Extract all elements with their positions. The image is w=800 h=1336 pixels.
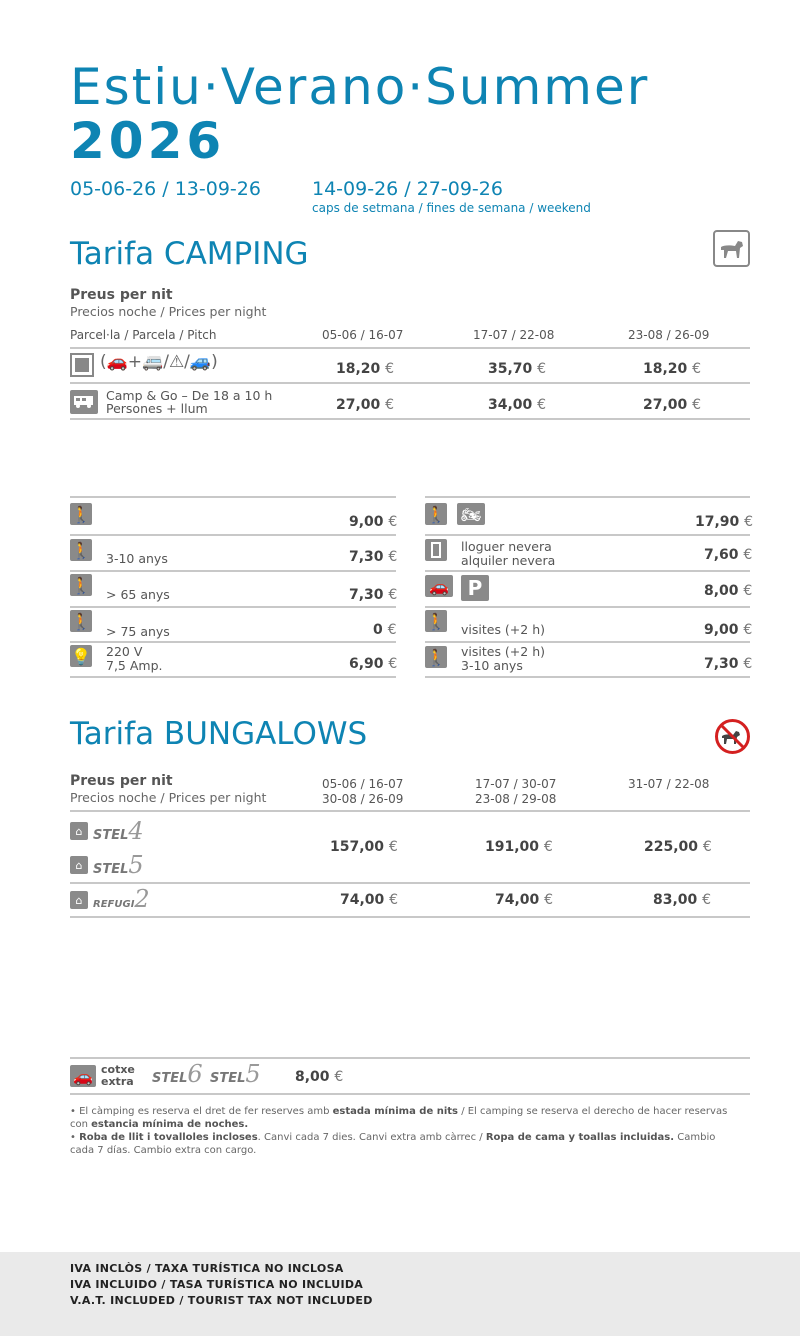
senior65-label: > 65 anys xyxy=(106,587,170,602)
camping-col-3: 23-08 / 26-09 xyxy=(628,328,710,342)
fridge-label2: alquiler nevera xyxy=(461,553,556,568)
fridge-icon xyxy=(425,539,447,561)
child-visitor-label2: 3-10 anys xyxy=(461,658,523,673)
note-linen: • Roba de llit i tovalloles incloses. Canvi cada 7 dies. Canvi extra amb càrrec / Ropa de cama y toallas incluidas. Cambio cada 7 días. Cambio extra con cargo. xyxy=(70,1132,716,1156)
campervan-icon xyxy=(70,390,98,414)
pitch-price-1: 18,20 € xyxy=(336,361,395,377)
stel-price-1: 157,00 € xyxy=(330,839,398,855)
campgo-price-3: 27,00 € xyxy=(643,397,702,413)
child-visitor-icon: 🚶 xyxy=(426,647,446,667)
extra-car-icon: 🚗 xyxy=(70,1065,96,1087)
adult-price: 9,00 € xyxy=(349,514,398,530)
car-icon: 🚗 xyxy=(425,575,453,597)
no-dogs-icon xyxy=(714,718,751,755)
senior75-label: > 75 anys xyxy=(106,624,170,639)
motorbike-icon: 🏍 xyxy=(457,503,485,525)
stel4-logo: STEL4 xyxy=(93,817,144,845)
bungalows-col-3a: 31-07 / 22-08 xyxy=(628,777,710,791)
season-period: 05-06-26 / 13-09-26 xyxy=(70,178,261,200)
camping-title: Tarifa CAMPING xyxy=(70,236,309,272)
refugi-price-2: 74,00 € xyxy=(495,892,554,908)
child-price: 7,30 € xyxy=(349,549,398,565)
electricity-label2: 7,5 Amp. xyxy=(106,658,163,673)
electricity-label: 220 V xyxy=(106,644,143,659)
house-icon: ⌂ xyxy=(70,822,88,840)
child-icon: 🚶 xyxy=(71,540,91,560)
footer xyxy=(0,1252,800,1336)
note-min-stay: • El càmping es reserva el dret de fer reserves amb estada mínima de nits / El camping se reserva el derecho de hacer reservas con estancia mínima de noches. xyxy=(70,1106,728,1130)
year: 2026 xyxy=(70,112,226,170)
extra-car-price: 8,00 € xyxy=(295,1069,344,1085)
adult-icon: 🚶 xyxy=(71,504,91,524)
campgo-label: Camp & Go – De 18 a 10 h xyxy=(106,388,273,403)
motorbike-price: 17,90 € xyxy=(695,514,754,530)
pitch-icon xyxy=(70,353,94,377)
fridge-label: lloguer nevera xyxy=(461,539,552,554)
stel-price-3: 225,00 € xyxy=(644,839,712,855)
vehicles-icon: (🚗+🚐/⚠/🚙) xyxy=(100,352,218,372)
stel5-logo: STEL5 xyxy=(93,851,144,879)
refugi-logo: REFUGI2 xyxy=(93,885,150,913)
senior65-price: 7,30 € xyxy=(349,587,398,603)
page-title: Estiu·Verano·Summer xyxy=(70,58,650,116)
electricity-price: 6,90 € xyxy=(349,656,398,672)
visitor-price: 9,00 € xyxy=(704,622,753,638)
fridge-price: 7,60 € xyxy=(704,547,753,563)
bungalows-title: Tarifa BUNGALOWS xyxy=(70,716,368,752)
parking-icon: P xyxy=(461,575,489,601)
visitor-label: visites (+2 h) xyxy=(461,622,546,637)
pitch-header: Parcel·la / Parcela / Pitch xyxy=(70,328,217,342)
camping-preus: Preus per nit xyxy=(70,287,173,303)
hiker-icon: 🚶 xyxy=(426,504,446,524)
house-icon: ⌂ xyxy=(70,856,88,874)
bungalows-col-1a: 05-06 / 16-07 xyxy=(322,777,404,791)
campgo-price-1: 27,00 € xyxy=(336,397,395,413)
pitch-price-2: 35,70 € xyxy=(488,361,547,377)
child-visitor-label: visites (+2 h) xyxy=(461,644,546,659)
senior65-icon: 🚶 xyxy=(71,575,91,595)
house-icon: ⌂ xyxy=(70,891,88,909)
visitor-icon: 🚶 xyxy=(426,611,446,631)
bungalows-col-2a: 17-07 / 30-07 xyxy=(475,777,557,791)
footer-line-en: V.A.T. INCLUDED / TOURIST TAX NOT INCLUDED xyxy=(70,1294,373,1307)
bungalows-preus: Preus per nit xyxy=(70,773,173,789)
electricity-icon: 💡 xyxy=(71,646,91,666)
weekend-note: caps de setmana / fines de semana / weekend xyxy=(312,201,591,215)
camping-col-2: 17-07 / 22-08 xyxy=(473,328,555,342)
campgo-price-2: 34,00 € xyxy=(488,397,547,413)
campgo-label2: Persones + llum xyxy=(106,401,208,416)
camping-col-1: 05-06 / 16-07 xyxy=(322,328,404,342)
senior75-price: 0 € xyxy=(373,622,397,638)
child-label: 3-10 anys xyxy=(106,551,168,566)
bungalows-col-1b: 30-08 / 26-09 xyxy=(322,792,404,806)
footer-line-es: IVA INCLUIDO / TASA TURÍSTICA NO INCLUIDA xyxy=(70,1278,364,1291)
stel-price-2: 191,00 € xyxy=(485,839,553,855)
bungalows-preus-sub: Precios noche / Prices per night xyxy=(70,790,267,805)
pitch-price-3: 18,20 € xyxy=(643,361,702,377)
camping-preus-sub: Precios noche / Prices per night xyxy=(70,304,267,319)
refugi-price-3: 83,00 € xyxy=(653,892,712,908)
extra-stel5-logo: STEL5 xyxy=(210,1060,261,1088)
child-visitor-price: 7,30 € xyxy=(704,656,753,672)
senior75-icon: 🚶 xyxy=(71,611,91,631)
bungalows-col-2b: 23-08 / 29-08 xyxy=(475,792,557,806)
refugi-price-1: 74,00 € xyxy=(340,892,399,908)
footer-line-ca: IVA INCLÒS / TAXA TURÍSTICA NO INCLOSA xyxy=(70,1262,344,1275)
extra-stel6-logo: STEL6 xyxy=(152,1060,203,1088)
extra-car-label: cotxe extra xyxy=(101,1063,135,1088)
weekend-period: 14-09-26 / 27-09-26 xyxy=(312,178,503,200)
parking-price: 8,00 € xyxy=(704,583,753,599)
dog-allowed-icon xyxy=(713,230,750,267)
